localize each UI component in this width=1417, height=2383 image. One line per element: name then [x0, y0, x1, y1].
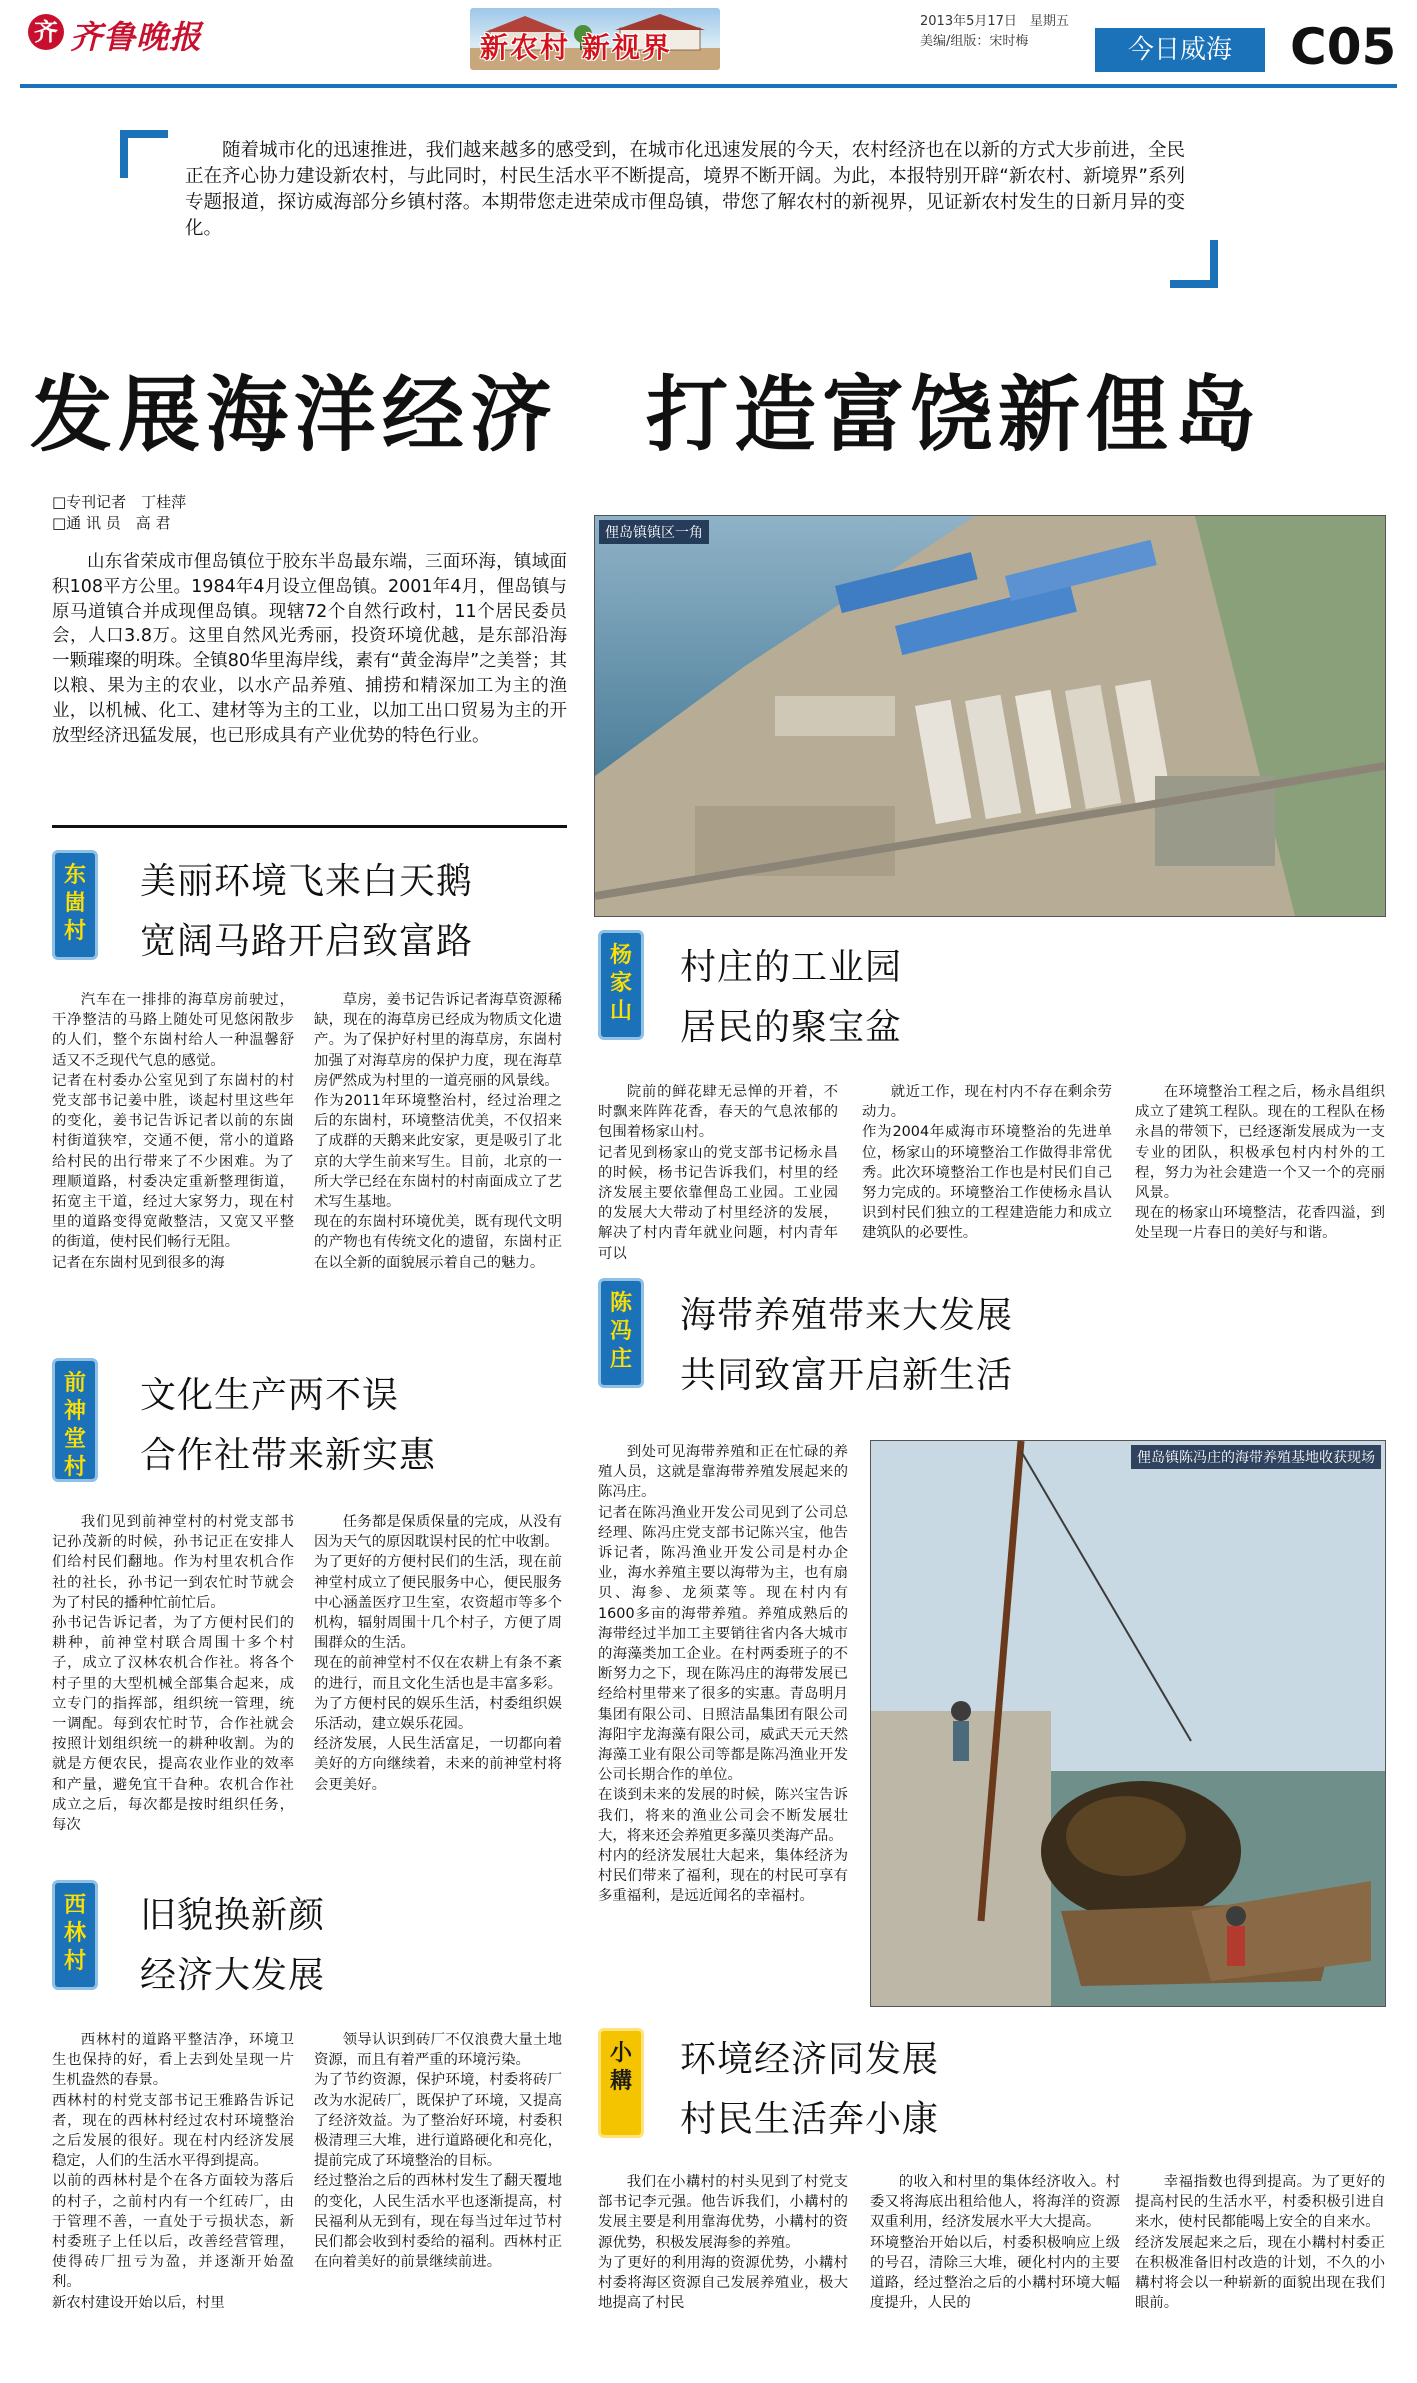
- town-aerial-photo: [594, 515, 1386, 917]
- tag-xiaojing-village: 小耩: [598, 2028, 644, 2138]
- newspaper-name: 齐鲁晚报: [70, 18, 203, 56]
- xilin-heading-2: 经济大发展: [140, 1955, 326, 1996]
- issue-meta: [920, 12, 1069, 52]
- dongdan-heading-1: 美丽环境飞来白天鹅: [140, 861, 474, 902]
- byline: [52, 492, 186, 534]
- intro-paragraph: 随着城市化的迅速推进，我们越来越多的感受到，在城市化迅速发展的今天，农村经济也在以新的方式大步前进，全民正在齐心协力建设新农村，与此同时，村民生活水平不断提高，境界不断开阔。为此，本报特别开辟“新农村、新境界”系列专题报道，探访威海部分乡镇村落。本期带您走进荣成市俚岛镇，带您了解农村的新视界，见证新农村发生的日新月异的变化。: [185, 140, 1185, 239]
- banner-title: 新农村 新视界: [480, 31, 672, 64]
- kelp-harvest-image: [871, 1441, 1385, 2006]
- xilin-column-1: 西林村的道路平整洁净，环境卫生也保持的好，看上去到处呈现一片生机盎然的春景。 西林村的村党支部书记王雅路告诉记者，现在的西林村经过农村环境整治之后发展的很好。现在村内经济发展稳定，人们的生活水平得到提高。 以前的西林村是个在各方面较为落后的村子，之前村内有一个红砖厂，由于管理不善，一直处于亏损状态，新村委班子上任以后，改善经营管理，使得砖厂扭亏为盈，并逐渐开始盈利。 新农村建设开始以后，村里: [52, 2032, 294, 2311]
- xiaojing-column-1: 我们在小耩村的村头见到了村党支部书记李元强。他告诉我们，小耩村的发展主要是利用靠海优势，小耩村的资源优势，积极发展海参的养殖。 为了更好的利用海的资源优势，小耩村村委将海区资源自己发展养殖业，极大地提高了村民: [598, 2174, 848, 2312]
- byline-correspondent: □通 讯 员 高 君: [52, 514, 171, 532]
- page-number: C05: [1290, 18, 1397, 76]
- yangjiashan-column-3: 在环境整治工程之后，杨永昌组织成立了建筑工程队。现在的工程队在杨永昌的带领下，已经逐渐发展成为一支专业的团队，积极承包村内村外的工程，努力为社会建造一个又一个的亮丽风景。 现在的杨家山环境整洁，花香四溢，到处呈现一片春日的美好与和谐。: [1135, 1084, 1385, 1242]
- chenfeng-column-1: 到处可见海带养殖和正在忙碌的养殖人员，这就是靠海带养殖发展起来的陈冯庄。 记者在陈冯渔业开发公司见到了公司总经理、陈冯庄党支部书记陈兴宝，他告诉记者，陈冯渔业开发公司是村办企业，海水养殖主要以海带为主，也有扇贝、海参、龙须菜等。现在村内有1600多亩的海带养殖。养殖成熟后的海带经过半加工主要销往省内各大城市的海藻类加工企业。在村两委班子的不断努力之下，现在陈冯庄的海带发展已经给村里带来了很多的实惠。青岛明月集团有限公司、日照洁晶集团有限公司海阳宇龙海藻有限公司，威武天元天然海藻工业有限公司等都是陈冯渔业开发公司长期合作的单位。 在谈到未来的发展的时候，陈兴宝告诉我们，将来的渔业公司会不断发展壮大，将来还会养殖更多藻贝类海产品。 村内的经济发展壮大起来，集体经济为村民们带来了福利，现在的村民可享有多重福利，是远近闻名的幸福村。: [598, 1444, 848, 1905]
- yangjiashan-column-2: 就近工作，现在村内不存在剩余劳动力。 作为2004年威海市环境整治的先进单位，杨家山的环境整治工作做得非常优秀。此次环境整治工作也是村民们自己努力完成的。环境整治工作使杨永昌认识到村民们独立的工程建造能力和成立建筑队的必要性。: [862, 1084, 1112, 1242]
- xiaojing-heading-2: 村民生活奔小康: [680, 2099, 940, 2140]
- intro-bracket-bottom-right: [1170, 240, 1218, 288]
- issue-editor: 美编/组版：宋时梅: [920, 34, 1029, 49]
- yangjiashan-heading-1: 村庄的工业园: [680, 947, 903, 988]
- dongdan-column-1: 汽车在一排排的海草房前驶过，干净整洁的马路上随处可见悠闲散步的人们，整个东崮村给人一种温馨舒适又不乏现代气息的感觉。 记者在村委办公室见到了东崮村的村党支部书记姜中胜，谈起村里这些年的变化，姜书记告诉记者以前的东崮村街道狭窄，交通不便，常小的道路给村民的出行带来了不少困难。为了理顺道路，村委决定重新整理街道，拓宽主干道，经过大家努力，现在村里的道路变得宽敞整洁，又宽又平整的街道，使村民们畅行无阻。 记者在东崮村见到很多的海: [52, 992, 294, 1271]
- tag-yangjiashan-village: 杨家山: [598, 930, 644, 1040]
- yangjiashan-column-1: 院前的鲜花肆无忌惮的开着，不时飘来阵阵花香，春天的气息浓郁的包围着杨家山村。 记者见到杨家山的党支部书记杨永昌的时候，杨书记告诉我们，村里的经济发展主要依靠俚岛工业园。工业园的发展大大带动了村里经济的发展，解决了村内青年就业问题，村内青年可以: [598, 1084, 838, 1262]
- tag-dongdan-village: 东崮村: [52, 850, 98, 960]
- chenfeng-heading-1: 海带养殖带来大发展: [680, 1295, 1014, 1336]
- qianshen-column-1: 我们见到前神堂村的村党支部书记孙茂新的时候，孙书记正在安排人们给村民们翻地。作为村里农机合作社的社长，孙书记一到农忙时节就会为了村民的播种忙前忙后。 孙书记告诉记者，为了方便村民们的耕种，前神堂村联合周围十多个村子，成立了汉林农机合作社。将各个村子里的大型机械全部集合起来，成立专门的指挥部，组织统一管理，统一调配。每到农忙时节，合作社就会按照计划组织统一的耕种收割。为的就是方便农民，提高农业作业的效率和产量，避免宜干旮种。农机合作社成立之后，每次都是按时组织任务，每次: [52, 1514, 294, 1834]
- byline-reporter: □专刊记者 丁桂萍: [52, 493, 187, 511]
- logo-icon: 齐: [28, 14, 64, 50]
- yangjiashan-heading-2: 居民的聚宝盆: [680, 1007, 903, 1048]
- aerial-photo-image: [595, 516, 1385, 916]
- xilin-column-2: 领导认识到砖厂不仅浪费大量土地资源，而且有着严重的环境污染。 为了节约资源，保护环境，村委将砖厂改为水泥砖厂，既保护了环境，又提高了经济效益。为了整治好环境，村委积极清理三大堆，进行道路硬化和亮化，提前完成了环境整治的目标。 经过整治之后的西林村发生了翻天覆地的变化，人民生活水平也逐渐提高，村民福利从无到有，现在每当过年过节村民们都会收到村委给的福利。西林村正在向着美好的前景继续前进。: [314, 2032, 562, 2271]
- xilin-heading-1: 旧貌换新颜: [140, 1895, 326, 1936]
- kelp-harvest-photo: [870, 1440, 1386, 2007]
- dongdan-heading-2: 宽阔马路开启致富路: [140, 921, 474, 962]
- header-rule: [20, 84, 1397, 88]
- xiaojing-column-2: 的收入和村里的集体经济收入。村委又将海底出租给他人，将海洋的资源双重利用，经济发展水平大大提高。 环境整治开始以后，村委积极响应上级的号召，清除三大堆，硬化村内的主要道路，经过整治之后的小耩村环境大幅度提升，人民的: [870, 2174, 1120, 2312]
- section-name: 今日威海: [1095, 28, 1265, 72]
- lead-divider: [52, 825, 567, 828]
- intro-bracket-top-left: [120, 130, 168, 178]
- masthead-logo: [28, 10, 208, 54]
- issue-date: 2013年5月17日 星期五: [920, 14, 1069, 29]
- photo2-caption: 俚岛镇陈冯庄的海带养殖基地收获现场: [1131, 1445, 1381, 1469]
- photo1-caption: 俚岛镇镇区一角: [599, 520, 709, 544]
- xiaojing-heading-1: 环境经济同发展: [680, 2039, 940, 2080]
- column-banner: [470, 8, 720, 70]
- main-headline: 发展海洋经济 打造富饶新俚岛: [30, 368, 1263, 463]
- lead-paragraph: 山东省荣成市俚岛镇位于胶东半岛最东端，三面环海，镇域面积108平方公里。1984年4月设立俚岛镇。2001年4月，俚岛镇与原马道镇合并成现俚岛镇。现辖72个自然行政村，11个居民委员会，人口3.8万。这里自然风光秀丽，投资环境优越，是东部沿海一颗璀璨的明珠。全镇80华里海岸线，素有“黄金海岸”之美誉；其以粮、果为主的农业，以水产品养殖、捕捞和精深加工为主的渔业，以机械、化工、建材等为主的工业，以加工出口贸易为主的开放型经济迅猛发展，也已形成具有产业优势的特色行业。: [52, 552, 567, 746]
- qianshen-heading-2: 合作社带来新实惠: [140, 1435, 437, 1476]
- chenfeng-heading-2: 共同致富开启新生活: [680, 1355, 1014, 1396]
- qianshen-column-2: 任务都是保质保量的完成，从没有因为天气的原因耽误村民的忙中收割。 为了更好的方便村民们的生活，现在前神堂村成立了便民服务中心，便民服务中心涵盖医疗卫生室，农资超市等多个机构，辐射周围十几个村子，方便了周围群众的生活。 现在的前神堂村不仅在农耕上有条不紊的进行，而且文化生活也是丰富多彩。为了方便村民的娱乐生活，村委组织娱乐活动，建立娱乐花园。 经济发展，人民生活富足，一切都向着美好的方向继续着，未来的前神堂村将会更美好。: [314, 1514, 562, 1793]
- tag-xilin-village: 西林村: [52, 1880, 98, 1990]
- tag-qianshentang-village: 前神堂村: [52, 1358, 98, 1482]
- tag-chenfeng-village: 陈冯庄: [598, 1278, 644, 1388]
- xiaojing-column-3: 幸福指数也得到提高。为了更好的提高村民的生活水平，村委积极引进自来水，使村民都能喝上安全的自来水。 经济发展起来之后，现在小耩村村委正在积极准备旧村改造的计划，不久的小耩村将会以一种崭新的面貌出现在我们眼前。: [1135, 2174, 1385, 2312]
- qianshen-heading-1: 文化生产两不误: [140, 1375, 400, 1416]
- dongdan-column-2: 草房，姜书记告诉记者海草资源稀缺，现在的海草房已经成为物质文化遗产。为了保护好村里的海草房，东崮村加强了对海草房的保护力度，现在海草房俨然成为村里的一道亮丽的风景线。 作为2011年环境整治村，经过治理之后的东崮村，环境整洁优美，不仅招来了成群的天鹅来此安家，更是吸引了北京的大学生前来写生。目前，北京的一所大学已经在东崮村的村南面成立了艺术写生基地。 现在的东崮村环境优美，既有现代文明的产物也有传统文化的遗留，东崮村正在以全新的面貌展示着自己的魅力。: [314, 992, 562, 1271]
